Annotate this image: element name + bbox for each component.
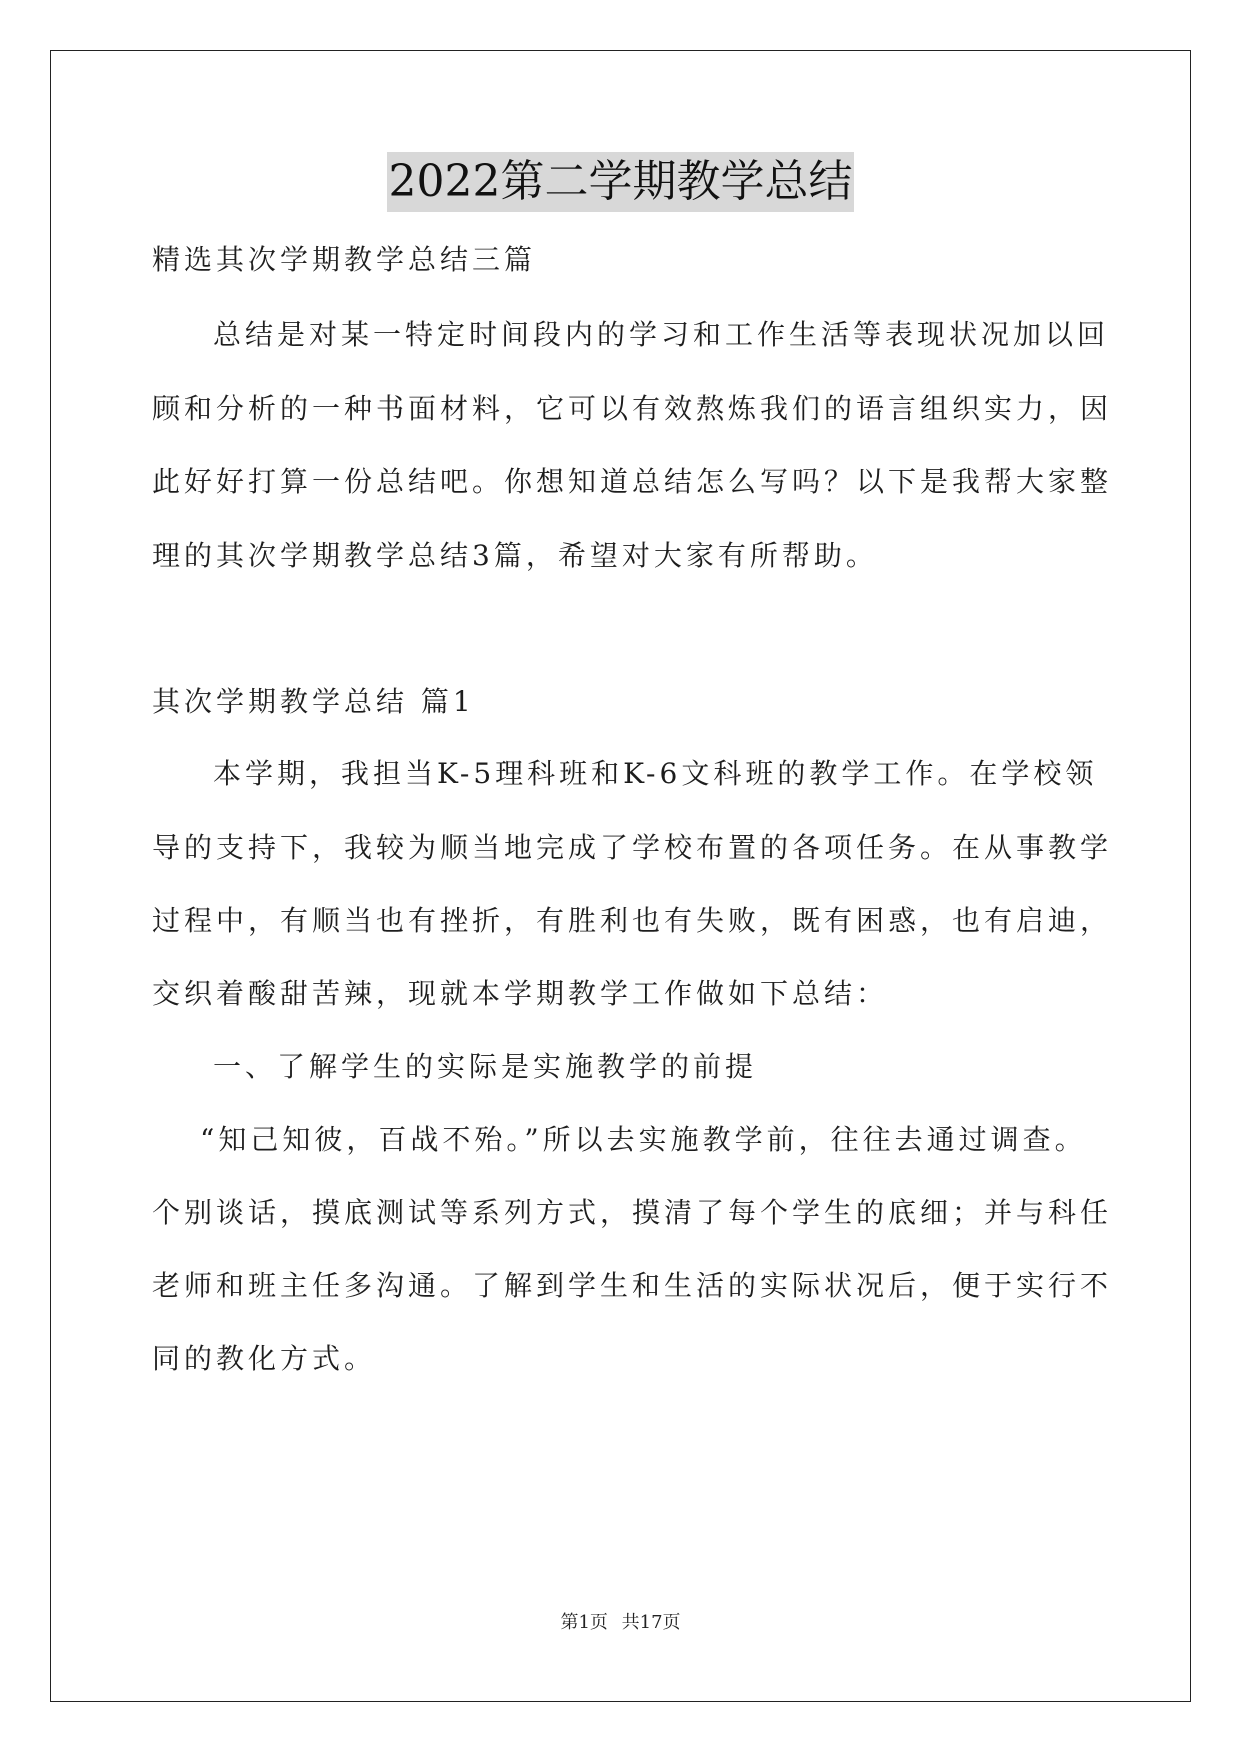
page-border [50, 50, 1191, 1702]
document-title: 2022第二学期教学总结 [387, 152, 855, 212]
page-number: 第1页 [560, 1612, 608, 1633]
intro-line-4: 理的其次学期教学总结3篇，希望对大家有所帮助。 [152, 539, 878, 572]
intro-line-2: 顾和分析的一种书面材料，它可以有效熬炼我们的语言组织实力，因 [152, 392, 1113, 425]
section-line-3: 过程中，有顺当也有挫折，有胜利也有失败，既有困惑，也有启迪， [152, 904, 1113, 937]
document-subtitle: 精选其次学期教学总结三篇 [152, 243, 537, 276]
point-line-1: “知己知彼，百战不殆。”所以去实施教学前，往往去通过调查。 [200, 1123, 1087, 1156]
section-line-1: 本学期，我担当K-5理科班和K-6文科班的教学工作。在学校领 [213, 757, 1098, 790]
section-heading: 其次学期教学总结 篇1 [152, 685, 475, 718]
point-heading: 一、了解学生的实际是实施教学的前提 [213, 1050, 758, 1083]
intro-line-1: 总结是对某一特定时间段内的学习和工作生活等表现状况加以回 [213, 318, 1110, 351]
point-line-4: 同的教化方式。 [152, 1342, 377, 1375]
page-total: 共17页 [621, 1612, 681, 1633]
page-footer [0, 1608, 1241, 1634]
title-container [0, 152, 1241, 212]
section-line-4: 交织着酸甜苦辣，现就本学期教学工作做如下总结： [152, 977, 889, 1010]
point-line-2: 个别谈话，摸底测试等系列方式，摸清了每个学生的底细；并与科任 [152, 1196, 1113, 1229]
intro-line-3: 此好好打算一份总结吧。你想知道总结怎么写吗？以下是我帮大家整 [152, 465, 1113, 498]
point-line-3: 老师和班主任多沟通。了解到学生和生活的实际状况后，便于实行不 [152, 1269, 1113, 1302]
section-line-2: 导的支持下，我较为顺当地完成了学校布置的各项任务。在从事教学 [152, 831, 1113, 864]
